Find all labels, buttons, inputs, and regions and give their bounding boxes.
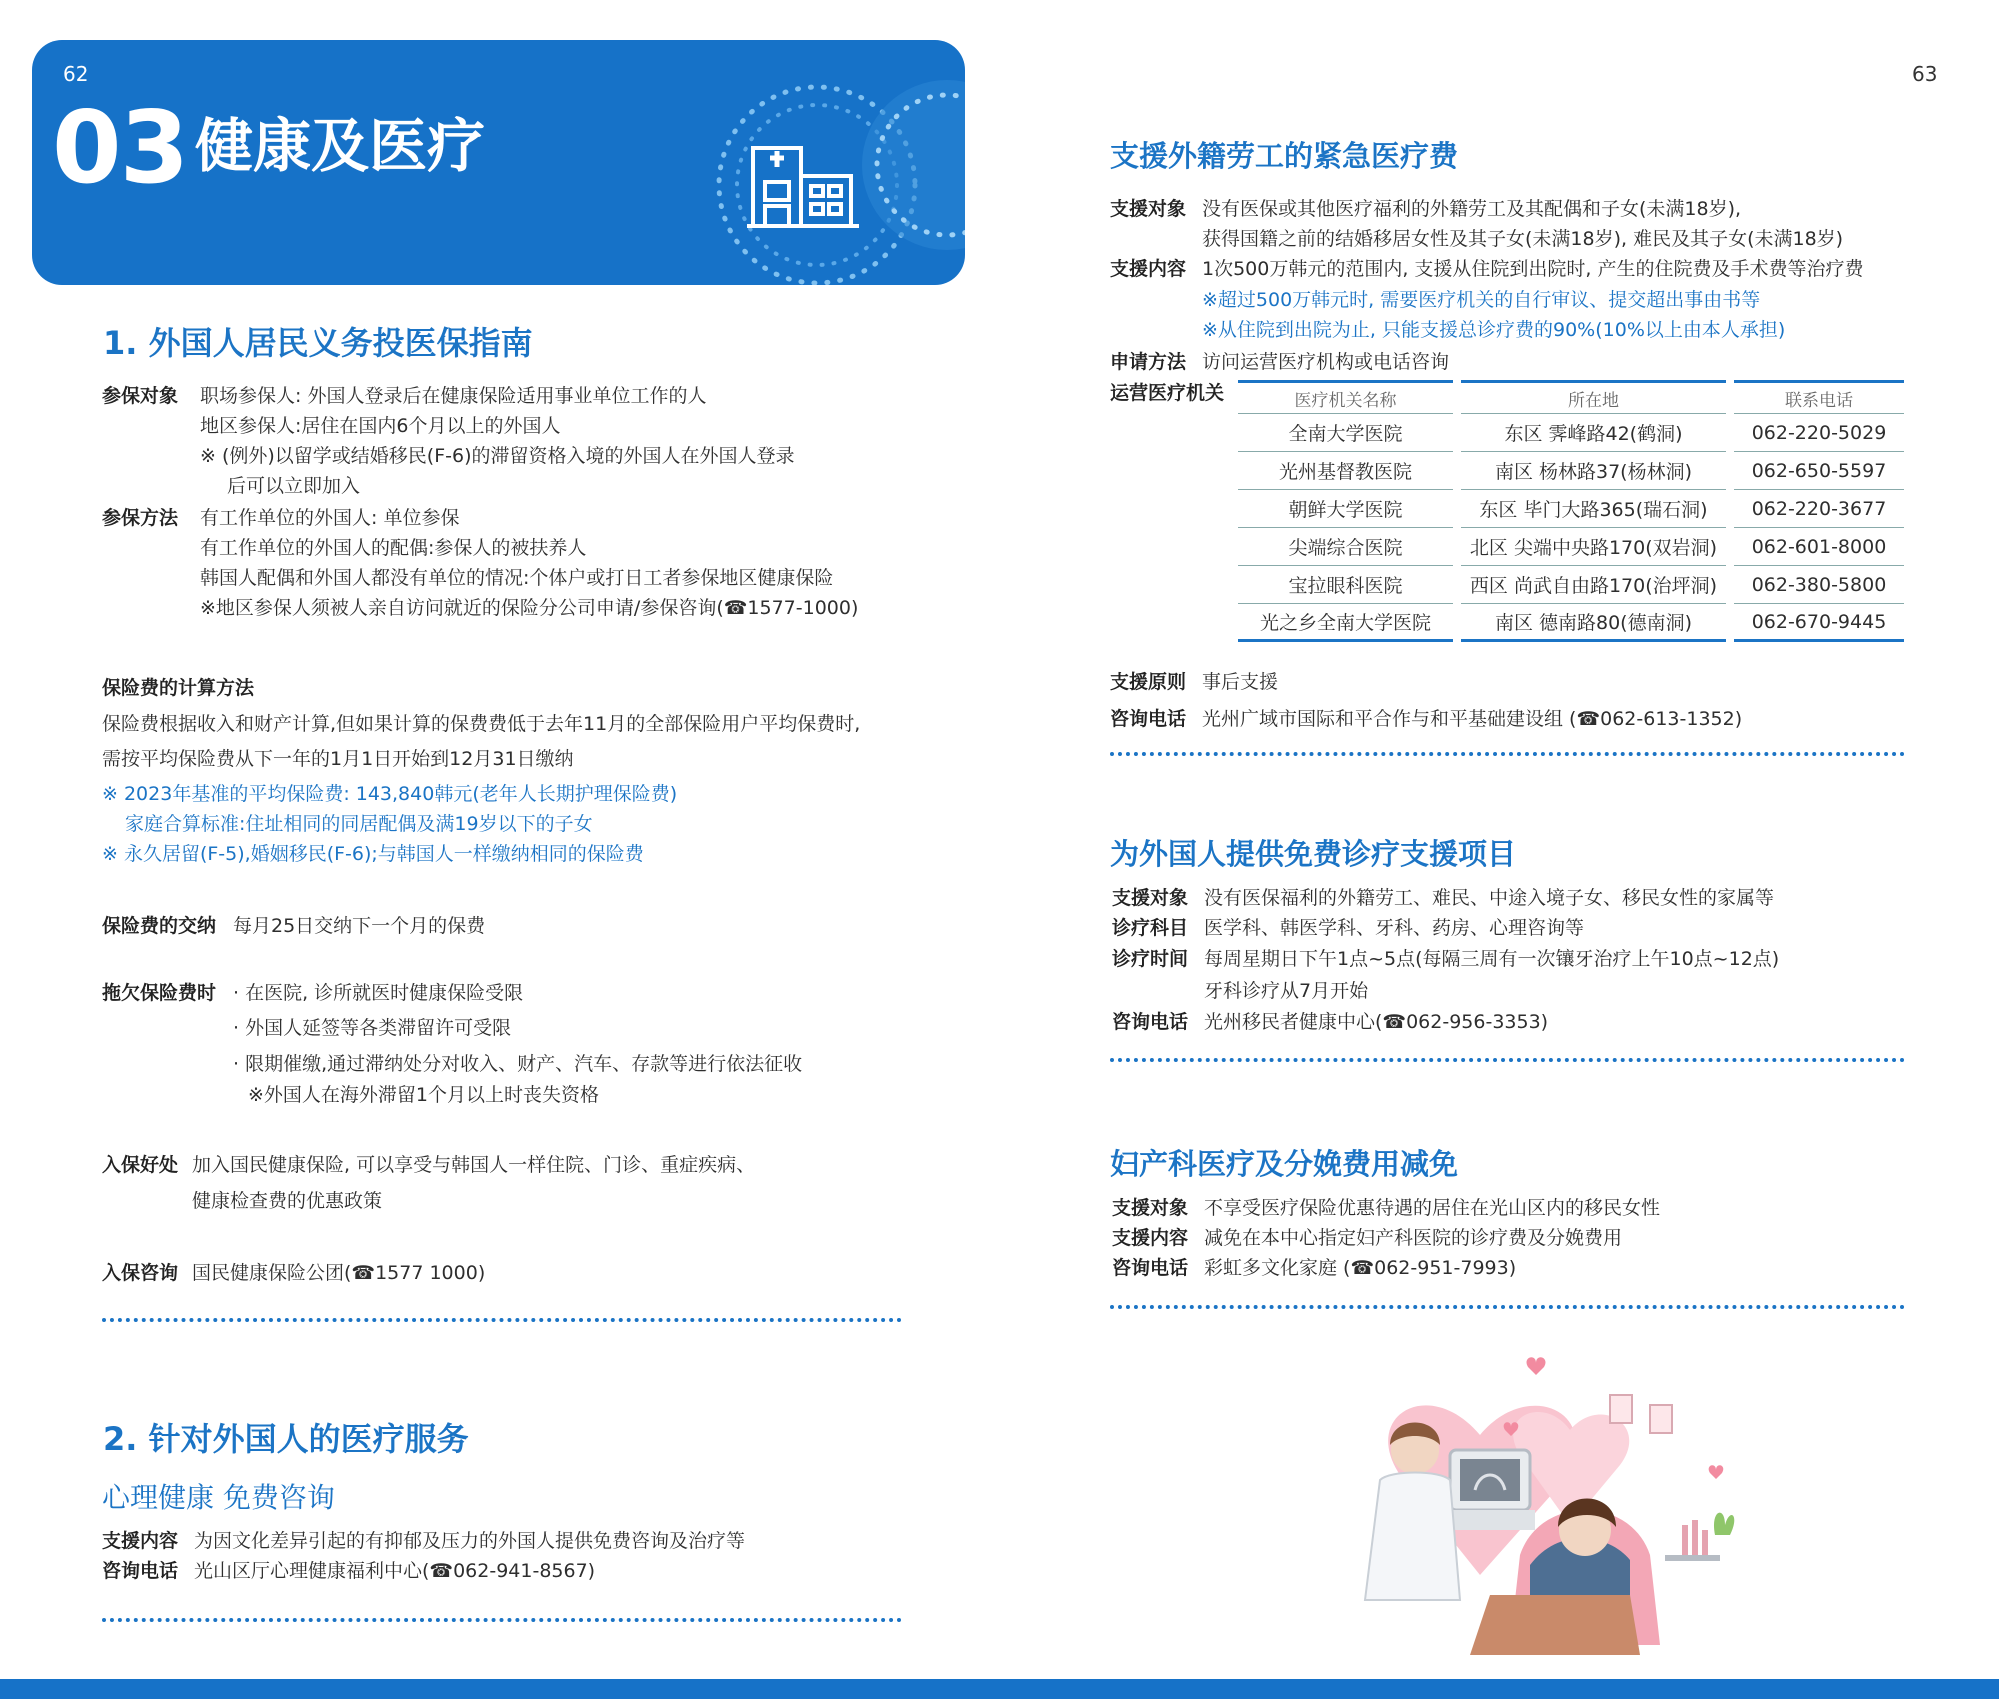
r2-subject-label: 诊疗科目: [1112, 917, 1189, 939]
r1-target-line: 获得国籍之前的结婚移居女性及其子女(未满18岁), 难民及其子女(未满18岁): [1202, 228, 1844, 250]
arrears-line: · 外国人延签等各类滞留许可受限: [233, 1017, 512, 1039]
r1-principle-text: 事后支援: [1202, 671, 1279, 693]
r1-phone-label: 咨询电话: [1110, 708, 1187, 730]
table-row: [1238, 452, 1904, 490]
enroll-method-line: 有工作单位的外国人: 单位参保: [200, 507, 460, 529]
r3-phone-label: 咨询电话: [1112, 1257, 1189, 1279]
r2-time-line: 牙科诊疗从7月开始: [1204, 980, 1369, 1002]
r1-phone-text: 光州广域市国际和平合作与和平基础建设组 (☎062-613-1352): [1202, 708, 1743, 730]
table-cell: 北区 尖端中央路170(双岩洞): [1461, 528, 1726, 566]
table-cell: 062-220-5029: [1734, 414, 1904, 452]
benefit-label: 入保好处: [102, 1154, 179, 1176]
premium-note: ※ 2023年基准的平均保险费: 143,840韩元(老年人长期护理保险费): [102, 783, 678, 805]
medical-institutions-table: [1230, 380, 1912, 642]
premium-calc-line: 需按平均保险费从下一年的1月1日开始到12月31日缴纳: [102, 748, 574, 770]
r2-time-label: 诊疗时间: [1112, 948, 1189, 970]
ultrasound-illustration: [1320, 1355, 1740, 1675]
r1-apply-label: 申请方法: [1110, 351, 1187, 373]
chapter-title: 健康及医疗: [195, 112, 486, 180]
table-cell: 光州基督教医院: [1238, 452, 1453, 490]
payment-text: 每月25日交纳下一个月的保费: [233, 915, 486, 937]
bottom-bar: [0, 1679, 1999, 1699]
r2-phone-label: 咨询电话: [1112, 1011, 1189, 1033]
s2-phone-text: 光山区厅心理健康福利中心(☎062-941-8567): [194, 1560, 596, 1582]
dotted-divider: [1110, 1305, 1905, 1309]
r2-target-text: 没有医保福利的外籍劳工、难民、中途入境子女、移民女性的家属等: [1204, 887, 1775, 909]
table-cell: 宝拉眼科医院: [1238, 566, 1453, 604]
benefit-line: 加入国民健康保险, 可以享受与韩国人一样住院、门诊、重症疾病、: [192, 1154, 756, 1176]
dotted-divider: [102, 1618, 902, 1622]
table-row: [1238, 604, 1904, 642]
table-row: [1238, 566, 1904, 604]
r2-subject-text: 医学科、韩医学科、牙科、药房、心理咨询等: [1204, 917, 1585, 939]
payment-label: 保险费的交纳: [102, 915, 217, 937]
r2-target-label: 支援对象: [1112, 887, 1189, 909]
r3-title: 妇产科医疗及分娩费用减免: [1110, 1147, 1459, 1181]
dotted-divider: [1110, 1058, 1905, 1062]
page-number-right: 63: [1912, 62, 1938, 86]
table-cell: 尖端综合医院: [1238, 528, 1453, 566]
r1-note: ※从住院到出院为止, 只能支援总诊疗费的90%(10%以上由本人承担): [1202, 319, 1786, 341]
section-2-subtitle: 心理健康 免费咨询: [102, 1481, 335, 1514]
table-row: [1238, 414, 1904, 452]
enroll-target-line: 职场参保人: 外国人登录后在健康保险适用事业单位工作的人: [200, 385, 707, 407]
r1-principle-label: 支援原则: [1110, 671, 1187, 693]
table-cell: 062-670-9445: [1734, 604, 1904, 642]
r2-title: 为外国人提供免费诊疗支援项目: [1110, 837, 1517, 871]
premium-note: 家庭合算标准:住址相同的同居配偶及满19岁以下的子女: [125, 813, 593, 835]
r2-phone-text: 光州移民者健康中心(☎062-956-3353): [1204, 1011, 1549, 1033]
enroll-target-line: ※ (例外)以留学或结婚移民(F-6)的滞留资格入境的外国人在外国人登录: [200, 445, 795, 467]
arrears-label: 拖欠保险费时: [102, 982, 217, 1004]
table-header: 联系电话: [1734, 380, 1904, 414]
r1-content-label: 支援内容: [1110, 258, 1187, 280]
r1-title: 支援外籍劳工的紧急医疗费: [1110, 139, 1459, 173]
r3-target-label: 支援对象: [1112, 1197, 1189, 1219]
r1-content-text: 1次500万韩元的范围内, 支援从住院到出院时, 产生的住院费及手术费等治疗费: [1202, 258, 1864, 280]
r2-time-line: 每周星期日下午1点~5点(每隔三周有一次镶牙治疗上午10点~12点): [1204, 948, 1780, 970]
consult-text: 国民健康保险公团(☎1577 1000): [192, 1262, 486, 1284]
page-number-left: 62: [63, 62, 89, 86]
enroll-target-line: 后可以立即加入: [227, 475, 361, 497]
r1-org-label: 运营医疗机关: [1110, 382, 1225, 404]
s2-content-label: 支援内容: [102, 1530, 179, 1552]
arrears-line: · 限期催缴,通过滞纳处分对收入、财产、汽车、存款等进行依法征收: [233, 1053, 803, 1075]
enroll-method-label: 参保方法: [102, 507, 179, 529]
enroll-method-line: 有工作单位的外国人的配偶:参保人的被扶养人: [200, 537, 587, 559]
r3-content-text: 减免在本中心指定妇产科医院的诊疗费及分娩费用: [1204, 1227, 1623, 1249]
r3-target-text: 不享受医疗保险优惠待遇的居住在光山区内的移民女性: [1204, 1197, 1661, 1219]
table-cell: 西区 尚武自由路170(治坪洞): [1461, 566, 1726, 604]
arrears-line: ※外国人在海外滞留1个月以上时丧失资格: [248, 1084, 600, 1106]
table-cell: 南区 杨林路37(杨林洞): [1461, 452, 1726, 490]
enroll-target-line: 地区参保人:居住在国内6个月以上的外国人: [200, 415, 561, 437]
enroll-method-line: ※地区参保人须被人亲自访问就近的保险分公司申请/参保咨询(☎1577-1000): [200, 597, 859, 619]
table-header: 医疗机关名称: [1238, 380, 1453, 414]
table-cell: 全南大学医院: [1238, 414, 1453, 452]
dotted-divider: [1110, 752, 1905, 756]
r1-apply-text: 访问运营医疗机构或电话咨询: [1202, 351, 1450, 373]
r3-phone-text: 彩虹多文化家庭 (☎062-951-7993): [1204, 1257, 1517, 1279]
enroll-target-label: 参保对象: [102, 385, 179, 407]
benefit-line: 健康检查费的优惠政策: [192, 1190, 383, 1212]
table-cell: 南区 德南路80(德南洞): [1461, 604, 1726, 642]
table-header: 所在地: [1461, 380, 1726, 414]
table-cell: 062-601-8000: [1734, 528, 1904, 566]
consult-label: 入保咨询: [102, 1262, 179, 1284]
dotted-divider: [102, 1318, 902, 1322]
section-2-title: 2. 针对外国人的医疗服务: [103, 1420, 469, 1458]
r1-note: ※超过500万韩元时, 需要医疗机关的自行审议、提交超出事由书等: [1202, 289, 1761, 311]
hospital-icon: [747, 142, 862, 230]
table-cell: 062-380-5800: [1734, 566, 1904, 604]
enroll-method-line: 韩国人配偶和外国人都没有单位的情况:个体户或打日工者参保地区健康保险: [200, 567, 834, 589]
r1-target-line: 没有医保或其他医疗福利的外籍劳工及其配偶和子女(未满18岁),: [1202, 198, 1742, 220]
r1-target-label: 支援对象: [1110, 198, 1187, 220]
table-row: [1238, 528, 1904, 566]
r3-content-label: 支援内容: [1112, 1227, 1189, 1249]
table-cell: 朝鲜大学医院: [1238, 490, 1453, 528]
table-cell: 东区 毕门大路365(瑞石洞): [1461, 490, 1726, 528]
chapter-number: 03: [52, 89, 188, 206]
premium-calc-line: 保险费根据收入和财产计算,但如果计算的保费费低于去年11月的全部保险用户平均保费时,: [102, 713, 861, 735]
premium-calc-title: 保险费的计算方法: [102, 677, 255, 699]
table-cell: 光之乡全南大学医院: [1238, 604, 1453, 642]
s2-phone-label: 咨询电话: [102, 1560, 179, 1582]
table-cell: 062-220-3677: [1734, 490, 1904, 528]
table-cell: 东区 霁峰路42(鹤洞): [1461, 414, 1726, 452]
s2-content-text: 为因文化差异引起的有抑郁及压力的外国人提供免费咨询及治疗等: [194, 1530, 746, 1552]
table-row: [1238, 490, 1904, 528]
premium-note: ※ 永久居留(F-5),婚姻移民(F-6);与韩国人一样缴纳相同的保险费: [102, 843, 644, 865]
section-1-title: 1. 外国人居民义务投医保指南: [103, 324, 533, 362]
table-cell: 062-650-5597: [1734, 452, 1904, 490]
arrears-line: · 在医院, 诊所就医时健康保险受限: [233, 982, 524, 1004]
